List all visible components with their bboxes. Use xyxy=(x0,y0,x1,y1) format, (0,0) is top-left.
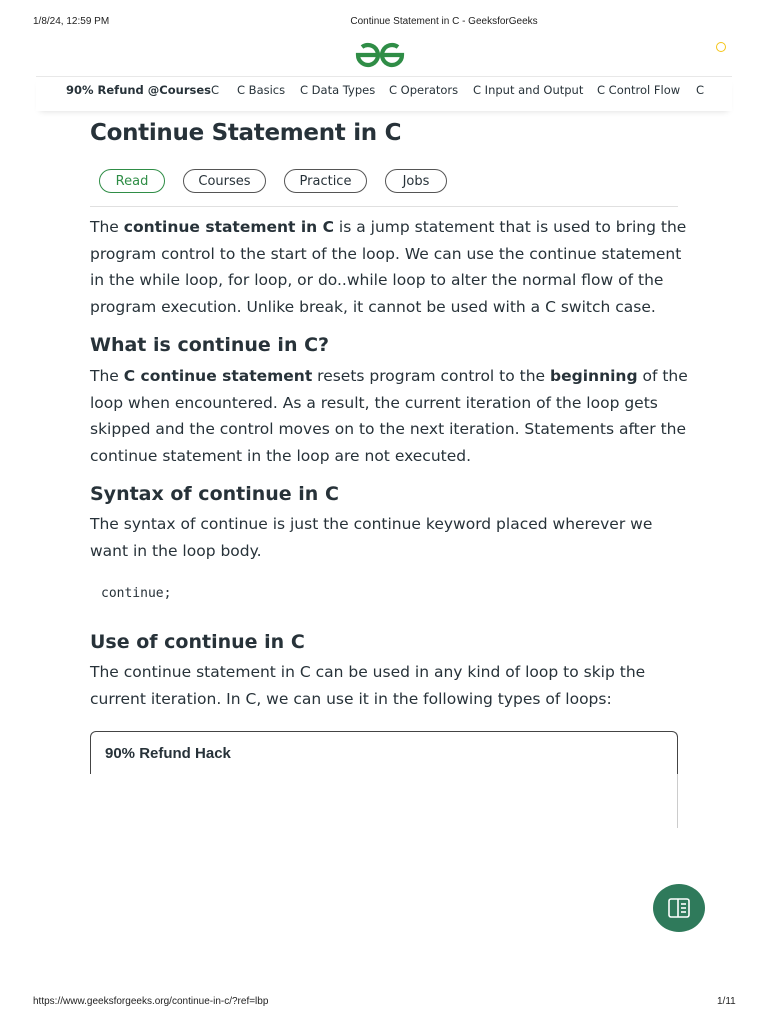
nav-item-c-more[interactable]: C xyxy=(696,83,705,97)
promo-right-border xyxy=(677,774,678,828)
nav-item-c-input-output[interactable]: C Input and Output xyxy=(473,83,584,97)
tab-read[interactable]: Read xyxy=(99,169,165,193)
tab-jobs[interactable]: Jobs xyxy=(385,169,447,193)
tab-practice[interactable]: Practice xyxy=(284,169,367,193)
use-paragraph: The continue statement in C can be used in any kind of loop to skip the current iteration. In C, we can use it in the following types of loops: xyxy=(90,663,646,708)
top-nav xyxy=(36,76,732,111)
nav-item-c-control-flow[interactable]: C Control Flow xyxy=(597,83,681,97)
heading-use-of-continue: Use of continue in C xyxy=(90,631,305,653)
intro-text-1: The xyxy=(90,218,124,236)
what-bold-2: beginning xyxy=(550,367,638,385)
intro-text-2: is a jump statement that is used to bring the program control to the start of the loop. We can use the continue statement in the while loop, for loop, or do..while loop to alter the normal flow of the program execution. Unlike break, it cannot be used with a C switch case. xyxy=(90,218,687,316)
what-text-1: The xyxy=(90,367,124,385)
reading-mode-button[interactable] xyxy=(653,884,705,932)
nav-item-c-operators[interactable]: C Operators xyxy=(389,83,459,97)
intro-bold: continue statement in C xyxy=(123,218,334,236)
what-text-3: of the loop when encountered. As a result, the current iteration of the loop gets skipped and the control moves on to the next iteration. Statements after the continue statement in the loop are not executed. xyxy=(90,367,688,465)
nav-item-refund[interactable]: 90% Refund @Courses xyxy=(66,83,211,97)
what-text-2: resets program control to the xyxy=(312,367,551,385)
gfg-logo-icon[interactable] xyxy=(352,41,408,69)
theme-toggle-icon[interactable] xyxy=(716,42,726,52)
reading-mode-icon xyxy=(667,897,691,919)
code-block: continue; xyxy=(101,586,172,601)
nav-item-c-data-types[interactable]: C Data Types xyxy=(300,83,376,97)
heading-what-is-continue: What is continue in C? xyxy=(90,334,330,356)
syntax-paragraph: The syntax of continue is just the continue keyword placed wherever we want in the loop body. xyxy=(90,515,653,560)
print-url: https://www.geeksforgeeks.org/continue-in-c/?ref=lbp xyxy=(33,996,269,1007)
promo-card[interactable] xyxy=(90,731,678,827)
nav-item-c-basics[interactable]: C Basics xyxy=(237,83,286,97)
article-title: Continue Statement in C xyxy=(90,120,402,146)
print-page-title: Continue Statement in C - GeeksforGeeks xyxy=(350,16,538,27)
print-timestamp: 1/8/24, 12:59 PM xyxy=(33,16,110,27)
intro-paragraph xyxy=(90,214,690,320)
promo-title: 90% Refund Hack xyxy=(105,745,231,762)
promo-cutoff xyxy=(89,774,678,834)
what-bold-1: C continue statement xyxy=(123,367,313,385)
nav-item-c[interactable]: C xyxy=(211,83,220,97)
tabs-divider xyxy=(90,206,678,207)
what-paragraph xyxy=(90,363,690,469)
print-page-number: 1/11 xyxy=(717,996,736,1007)
tab-courses[interactable]: Courses xyxy=(183,169,266,193)
print-header xyxy=(0,16,768,30)
heading-syntax: Syntax of continue in C xyxy=(90,483,339,505)
